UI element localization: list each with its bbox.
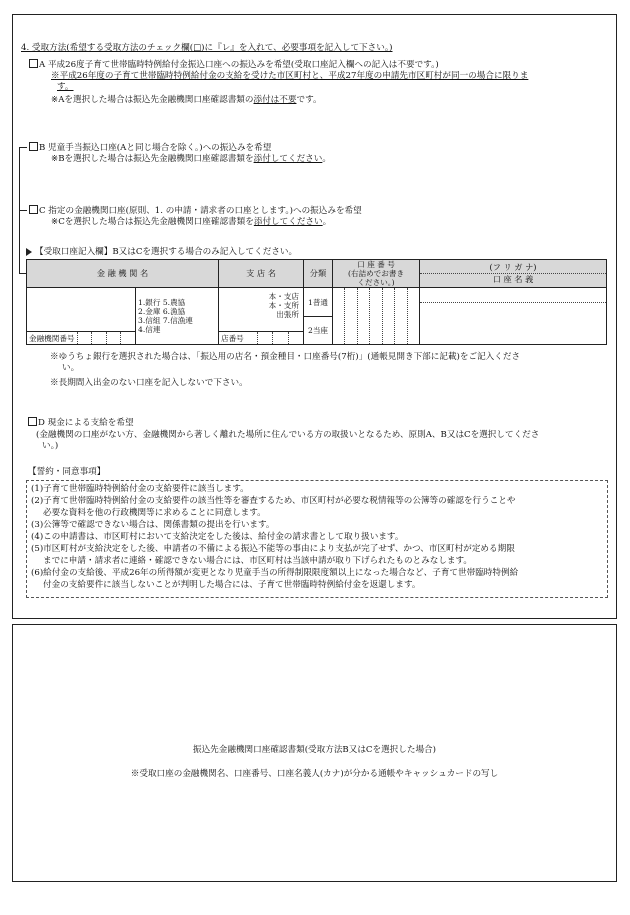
header-account-type: 分類: [304, 260, 333, 288]
bank-code-field[interactable]: 金融機関番号: [27, 331, 135, 344]
arrow-icon: [26, 248, 32, 256]
option-d-note-line2: い。): [42, 441, 59, 451]
header-branch-name: 支 店 名: [219, 260, 304, 288]
bank-name-field[interactable]: [27, 288, 136, 345]
consent-box: [26, 480, 608, 598]
option-d-note-line1: (金融機関の口座がない方、金融機関から著しく離れた場所に住んでいる方の取扱いとなるため、原則A、B又はCを選択してくださ: [36, 430, 540, 440]
option-d[interactable]: [28, 417, 134, 429]
account-type-field[interactable]: 1普通 2当座: [304, 288, 333, 345]
consent-heading: 【誓約・同意事項】: [28, 467, 106, 477]
holder-name-field[interactable]: [420, 303, 606, 344]
option-a-label: A 平成26度子育て世帯臨時特例給付金振込口座への振込みを希望(受取口座記入欄への記入は不要です。): [39, 60, 439, 70]
consent-item-2-cont: 必要な資料を他の行政機関等に求めることに同意します。: [43, 508, 266, 518]
consent-item-6-cont: 付金の支給要件に該当しないことが判明した場合には、子育て世帯臨時特例給付金を返還します。: [43, 580, 421, 590]
account-table: [26, 259, 607, 345]
consent-item-4: (4)この申請書は、市区町村において支給決定をした後は、給付金の請求書として取り扱います。: [31, 532, 404, 542]
option-c-label: C 指定の金融機関口座(原則、1. の申請・請求者の口座とします。)への振込みを希望: [39, 206, 362, 216]
account-number-field[interactable]: [333, 288, 420, 345]
option-a-note-attach: ※Aを選択した場合は振込先金融機関口座確認書類の添付は不要です。: [51, 95, 322, 105]
attachment-note: ※受取口座の金融機関名、口座番号、口座名義人(カナ)が分かる通帳やキャッシュカードの写し: [130, 769, 499, 779]
option-a-note-line2: す。: [57, 82, 74, 92]
account-holder-field[interactable]: [420, 288, 607, 345]
consent-item-5: (5)市区町村が支給決定をした後、申請者の不備による振込不能等の事由により支払が完了せず、かつ、市区町村が定める期限: [31, 544, 515, 554]
section-heading: 4. 受取方法(希望する受取方法のチェック欄(□)に『レ』を入れて、必要事項を記入して下さい。): [21, 43, 393, 53]
bank-type-options[interactable]: 1.銀行 5.農協 2.金庫 6.漁協 3.信組 7.信漁連 4.信連: [136, 288, 219, 345]
attachment-title: 振込先金融機関口座確認書類(受取方法B又はCを選択した場合): [192, 745, 437, 755]
consent-item-6: (6)給付金の支給後、平成26年の所得額が変更となり児童手当の所得制限限度額以上になった場合など、子育て世帯臨時特例給: [31, 568, 519, 578]
option-c-note: ※Cを選択した場合は振込先金融機関口座確認書類を添付してください。: [51, 217, 332, 227]
branch-code-field[interactable]: 店番号: [219, 331, 303, 344]
option-d-checkbox[interactable]: [28, 417, 37, 426]
attachment-area[interactable]: [12, 624, 617, 882]
option-c-checkbox[interactable]: [29, 205, 38, 214]
yucho-note-line1: ※ゆうちょ銀行を選択された場合は、「振込用の店名・預金種目・口座番号(7桁)」(通帳見開き下部に記載)をご記入くださ: [50, 352, 521, 362]
option-c[interactable]: [29, 205, 362, 217]
option-b-note: ※Bを選択した場合は振込先金融機関口座確認書類を添付してください。: [51, 154, 331, 164]
header-account-number: 口 座 番 号 (右詰めでお書き ください。): [333, 260, 420, 288]
option-a-note-line1: ※平成26年度の子育て世帯臨時特例給付金の支給を受けた市区町村と、平成27年度の申請先市区町村が同一の場合に限りま: [51, 71, 529, 81]
option-b-label: B 児童手当振込口座(Aと同じ場合を除く。)への振込みを希望: [39, 143, 272, 153]
header-bank-name: 金 融 機 関 名: [27, 260, 219, 288]
option-a-checkbox[interactable]: [29, 59, 38, 68]
consent-item-3: (3)公簿等で確認できない場合は、関係書類の提出を行います。: [31, 520, 275, 530]
option-b[interactable]: [29, 142, 271, 154]
option-b-checkbox[interactable]: [29, 142, 38, 151]
account-entry-heading: 【受取口座記入欄】B又はCを選択する場合のみ記入してください。: [35, 247, 298, 257]
furigana-field[interactable]: [420, 288, 606, 303]
header-account-holder: (フ リ ガ ナ) 口 座 名 義: [420, 260, 607, 288]
consent-item-2: (2)子育て世帯臨時特例給付金の支給要件の該当性等を審査するため、市区町村が必要な税情報等の公簿等の確認を行うことや: [31, 496, 516, 506]
yucho-note-line2: い。: [62, 363, 80, 373]
dormant-account-note: ※長期間入出金のない口座を記入しないで下さい。: [50, 378, 248, 388]
branch-name-field[interactable]: 本・支店 本・支所 出張所 店番号: [219, 288, 304, 345]
option-a[interactable]: [29, 59, 439, 71]
option-d-label: D 現金による支給を希望: [38, 418, 134, 428]
consent-item-1: (1)子育て世帯臨時特例給付金の支給要件に該当します。: [31, 484, 249, 494]
consent-item-5-cont: までに申請・請求者に連絡・確認できない場合には、市区町村は当該申請が取り下げられたものとみなします。: [43, 556, 473, 566]
